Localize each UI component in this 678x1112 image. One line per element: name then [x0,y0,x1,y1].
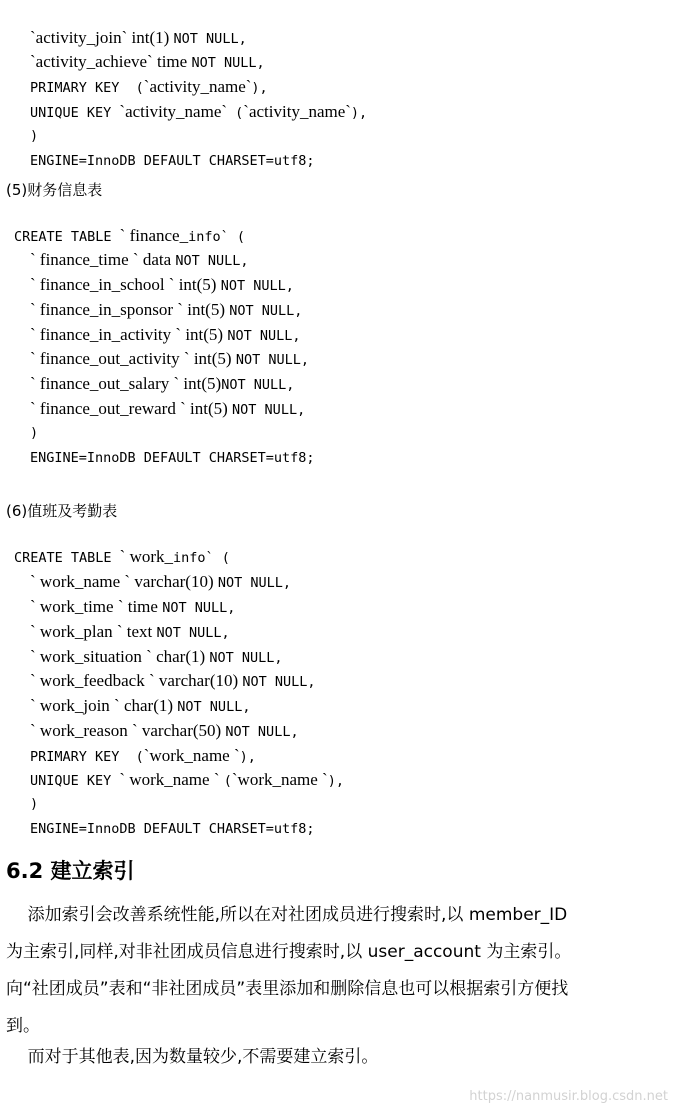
paragraph-line: 而对于其他表,因为数量较少,不需要建立索引。 [6,1047,379,1067]
code-punct: ( [227,105,244,121]
code-line [22,131,314,171]
code-identifier: ` finance_time ` [30,250,139,269]
paragraph-line: 向“社团成员”表和“非社团成员”表里添加和删除信息也可以根据索引方便找 [6,979,569,999]
code-line [22,750,344,791]
code-keyword: PRIMARY KEY ( [30,80,144,96]
code-type: char(1) [119,696,178,715]
table-caption: (6)值班及考勤表 [6,502,118,520]
code-type: time [123,597,163,616]
paragraph-line: 为主索引,同样,对非社团成员信息进行搜索时,以 user_account 为主索引。 [6,942,572,962]
code-keyword: NOT NULL, [225,724,299,740]
code-type: text [122,622,157,641]
code-identifier: ` work_time ` [30,597,124,616]
code-punct: info` ( [173,550,230,566]
code-keyword: NOT NULL, [227,328,301,344]
code-keyword: ENGINE=InnoDB DEFAULT CHARSET=utf8; [30,153,315,169]
code-identifier: ` finance_out_activity ` [30,349,190,368]
code-type: int(5) [174,275,221,294]
code-keyword: ENGINE=InnoDB DEFAULT CHARSET=utf8; [30,450,315,466]
code-keyword: NOT NULL, [235,352,309,368]
code-identifier: ` finance_in_activity ` [30,325,182,344]
code-identifier: ` finance_out_reward ` [30,399,186,418]
code-keyword: NOT NULL, [242,674,316,690]
code-type: int(5) [182,300,230,319]
code-type: int(5) [181,325,228,344]
code-keyword: ENGINE=InnoDB DEFAULT CHARSET=utf8; [30,821,315,837]
code-identifier: ` work_reason ` [30,721,138,740]
code-identifier: `work_name ` [143,746,240,765]
code-identifier: ` work_feedback ` [30,671,155,690]
code-keyword: NOT NULL, [177,699,251,715]
code-keyword: NOT NULL, [217,575,292,591]
code-identifier: ` work_name ` [30,572,131,591]
code-keyword: NOT NULL, [191,55,265,71]
code-punct: ( [223,773,232,789]
code-type: time [152,52,192,71]
code-identifier: `activity_name` [119,102,228,121]
code-keyword: NOT NULL, [156,625,230,641]
code-keyword: NOT NULL, [173,31,247,47]
code-type: varchar(50) [137,721,226,740]
code-keyword: NOT NULL, [175,253,249,269]
code-keyword: NOT NULL, [162,600,236,616]
code-type: int(1) [127,28,174,47]
code-punct: ), [239,749,256,765]
code-line [22,799,314,839]
code-keyword: NOT NULL, [229,303,303,319]
code-keyword: NOT NULL, [209,650,283,666]
code-type: varchar(10) [154,671,243,690]
code-keyword: CREATE TABLE [14,550,120,566]
code-type: varchar(10) [130,572,218,591]
code-keyword: NOT NULL, [220,278,294,294]
watermark: https://nanmusir.blog.csdn.net [469,1089,668,1104]
code-type: data [138,250,176,269]
code-punct: info` ( [188,229,246,245]
code-identifier: ` work_plan ` [30,622,123,641]
code-type: int(5) [189,349,236,368]
code-identifier: ` finance_in_sponsor ` [30,300,183,319]
paragraph-line: 添加索引会改善系统性能,所以在对社团成员进行搜索时,以 member_ID [6,905,568,925]
code-identifier: `activity_achieve` [30,52,153,71]
code-identifier: `activity_join` [30,28,128,47]
code-punct: ), [350,105,368,121]
code-identifier: ` finance_in_school ` [30,275,175,294]
code-keyword: UNIQUE KEY [30,105,120,121]
code-punct: ) [30,425,39,441]
code-identifier: `work_name ` [231,770,328,789]
code-identifier: ` finance_out_salary ` [30,374,180,393]
code-identifier: `activity_name` [143,77,252,96]
code-keyword: UNIQUE KEY [30,773,120,789]
code-type: char(1) [151,647,210,666]
code-line [22,379,305,420]
code-keyword: CREATE TABLE [14,229,120,245]
code-punct: ) [30,796,39,812]
code-keyword: NOT NULL, [221,377,295,393]
code-type: int(5) [185,399,233,418]
code-identifier: ` finance_ [119,226,189,245]
code-identifier: ` work_situation ` [30,647,152,666]
code-identifier: ` work_join ` [30,696,120,715]
code-identifier: ` work_ [119,547,174,566]
code-keyword: PRIMARY KEY ( [30,749,144,765]
code-identifier: ` work_name ` [119,770,224,789]
code-identifier: `activity_name` [243,102,351,121]
code-keyword: NOT NULL, [232,402,306,418]
code-line [22,82,367,123]
table-caption: (5)财务信息表 [6,181,103,199]
code-type: int(5) [179,374,222,393]
code-punct: ) [30,128,39,144]
paragraph-line: 到。 [6,1016,40,1036]
code-punct: ), [327,773,344,789]
code-punct: ), [251,80,268,96]
section-heading: 6.2 建立索引 [6,859,135,883]
code-line [22,428,314,468]
